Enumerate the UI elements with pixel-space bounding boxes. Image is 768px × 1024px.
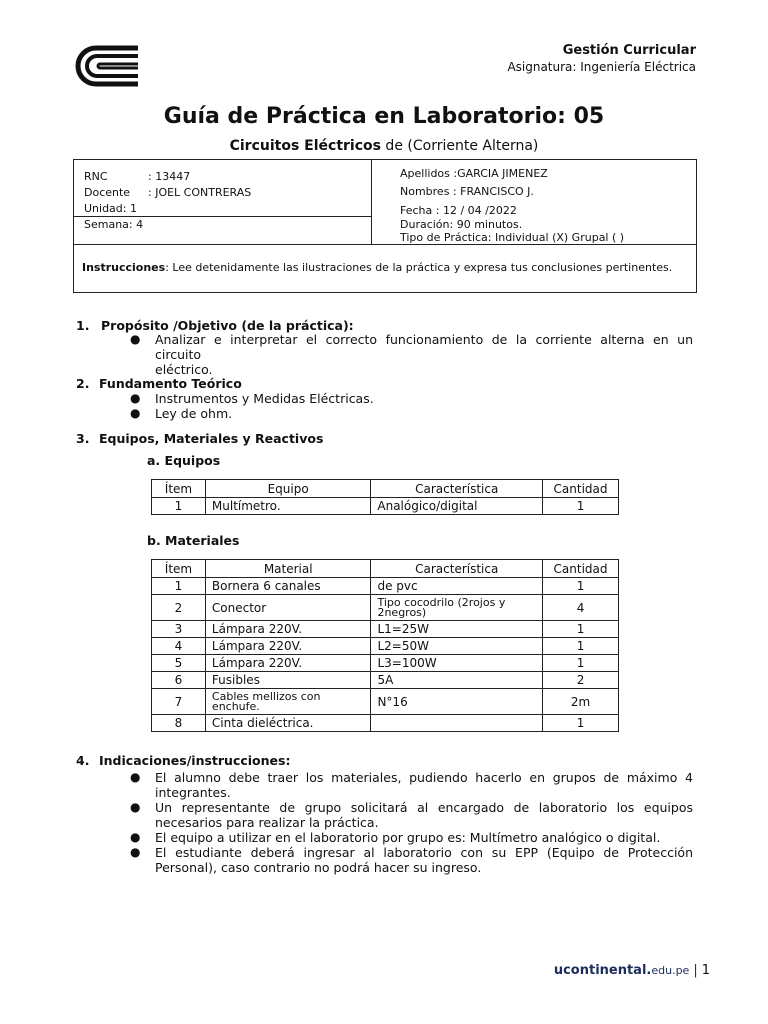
table-cell: 1 xyxy=(543,578,619,595)
list-item xyxy=(130,800,693,830)
table-row xyxy=(152,595,619,621)
table-cell: Cables mellizos con enchufe. xyxy=(205,689,371,715)
table-cell: Cinta dieléctrica. xyxy=(205,715,371,732)
table-cell: Lámpara 220V. xyxy=(205,655,371,672)
table-cell: Tipo cocodrilo (2rojos y 2negros) xyxy=(371,595,543,621)
table-cell: 8 xyxy=(152,715,206,732)
apellidos: Apellidos :GARCIA JIMENEZ xyxy=(400,167,548,180)
header-cell: Ítem xyxy=(152,480,206,498)
table-cell: L2=50W xyxy=(371,638,543,655)
table-cell: 1 xyxy=(543,655,619,672)
table-cell: L1=25W xyxy=(371,621,543,638)
subtitle-bold: Circuitos Eléctricos xyxy=(229,138,381,154)
section-4-list xyxy=(130,770,693,875)
s4-b1-l1: El alumno debe traer los materiales, pudiendo hacerlo en grupos de máximo 4 xyxy=(155,770,693,785)
equipos-table xyxy=(151,479,619,515)
table-cell: 1 xyxy=(543,638,619,655)
table-cell: N°16 xyxy=(371,689,543,715)
s1-b1-l2: eléctrico. xyxy=(155,362,213,377)
header-cell: Característica xyxy=(371,480,543,498)
s4-b3: El equipo a utilizar en el laboratorio por grupo es: Multímetro analógico o digital. xyxy=(155,830,661,845)
s4-b1-l2: integrantes. xyxy=(155,785,231,800)
table-header-row xyxy=(152,560,619,578)
table-cell: L3=100W xyxy=(371,655,543,672)
s4-b2-l2: necesarios para realizar la práctica. xyxy=(155,815,379,830)
bullet-icon: ● xyxy=(130,406,141,420)
footer-separator: | xyxy=(693,963,698,978)
table-cell: Lámpara 220V. xyxy=(205,638,371,655)
section-3-number: 3. xyxy=(76,431,90,446)
header-cell: Cantidad xyxy=(543,480,619,498)
continental-logo-icon xyxy=(72,42,140,90)
bullet-icon: ● xyxy=(130,391,141,405)
table-row xyxy=(152,655,619,672)
table-cell: 6 xyxy=(152,672,206,689)
footer-brand: ucontinental. xyxy=(553,963,652,978)
header-cell: Equipo xyxy=(205,480,370,498)
fecha: Fecha : 12 / 04 /2022 xyxy=(400,204,517,217)
rnc-value: : 13447 xyxy=(148,170,191,183)
rnc-row xyxy=(84,170,190,184)
section-3-title: Equipos, Materiales y Reactivos xyxy=(99,431,324,446)
bullet-icon: ● xyxy=(130,332,141,346)
s2-b1: Instrumentos y Medidas Eléctricas. xyxy=(155,391,374,406)
table-header-row xyxy=(152,480,619,498)
table-cell: 1 xyxy=(543,715,619,732)
table-row xyxy=(152,689,619,715)
s4-b4-l1: El estudiante deberá ingresar al laboratorio con su EPP (Equipo de Protección xyxy=(155,845,693,860)
footer xyxy=(554,963,710,978)
materiales-table xyxy=(151,559,619,732)
header-cell: Ítem xyxy=(152,560,206,578)
docente-label: Docente xyxy=(84,186,131,199)
instrucciones xyxy=(82,261,672,275)
bullet-icon: ● xyxy=(130,845,141,859)
table-cell: 5A xyxy=(371,672,543,689)
bullet-icon: ● xyxy=(130,770,141,784)
table-row xyxy=(152,498,619,515)
table-cell: 2 xyxy=(543,672,619,689)
nombres: Nombres : FRANCISCO J. xyxy=(400,185,534,198)
table-row xyxy=(152,638,619,655)
table-cell: Analógico/digital xyxy=(371,498,543,515)
table-cell: Lámpara 220V. xyxy=(205,621,371,638)
duracion: Duración: 90 minutos. xyxy=(400,218,523,231)
table-cell: 2 xyxy=(152,595,206,621)
table-cell: 1 xyxy=(152,498,206,515)
s4-b2-l1: Un representante de grupo solicitará al encargado de laboratorio los equipos xyxy=(155,800,693,815)
instrucciones-text: : Lee detenidamente las ilustraciones de la práctica y expresa tus conclusiones pertinentes. xyxy=(165,261,673,274)
header-subtitle: Asignatura: Ingeniería Eléctrica xyxy=(507,60,696,74)
section-2-title: Fundamento Teórico xyxy=(99,376,242,391)
table-cell: Multímetro. xyxy=(205,498,370,515)
instrucciones-label: Instrucciones xyxy=(82,261,166,274)
docente-row xyxy=(84,186,251,200)
subsection-equipos: a. Equipos xyxy=(147,453,221,468)
table-cell: de pvc xyxy=(371,578,543,595)
subsection-materiales: b. Materiales xyxy=(147,533,240,548)
table-row xyxy=(152,621,619,638)
table-row xyxy=(152,578,619,595)
s4-b4-l2: Personal), caso contrario no podrá hacer su ingreso. xyxy=(155,860,482,875)
s1-b1-l1: Analizar e interpretar el correcto funcionamiento de la corriente alterna en un circuito xyxy=(155,332,693,362)
section-4-number: 4. xyxy=(76,753,90,768)
table-cell: 1 xyxy=(543,621,619,638)
page-number: 1 xyxy=(701,963,710,978)
list-item xyxy=(130,770,693,800)
info-box xyxy=(73,159,697,293)
header-cell: Cantidad xyxy=(543,560,619,578)
section-4-title: Indicaciones/instrucciones: xyxy=(99,753,291,768)
header-cell: Material xyxy=(205,560,371,578)
section-2-number: 2. xyxy=(76,376,90,391)
table-cell: 7 xyxy=(152,689,206,715)
header-cell: Característica xyxy=(371,560,543,578)
s2-b2: Ley de ohm. xyxy=(155,406,233,421)
section-1-list xyxy=(130,332,693,377)
subtitle-rest: de (Corriente Alterna) xyxy=(380,138,539,154)
table-cell: 4 xyxy=(543,595,619,621)
table-cell: 1 xyxy=(543,498,619,515)
bullet-icon: ● xyxy=(130,800,141,814)
bullet-icon: ● xyxy=(130,830,141,844)
semana: Semana: 4 xyxy=(84,218,144,231)
section-2-list xyxy=(130,391,374,421)
table-cell: Conector xyxy=(205,595,371,621)
table-cell: 1 xyxy=(152,578,206,595)
unidad: Unidad: 1 xyxy=(84,202,137,215)
table-cell xyxy=(371,715,543,732)
section-1-number: 1. xyxy=(76,318,90,333)
table-cell: 5 xyxy=(152,655,206,672)
document-title: Guía de Práctica en Laboratorio: 05 xyxy=(163,104,605,129)
rnc-label: RNC xyxy=(84,170,108,183)
table-cell: Fusibles xyxy=(205,672,371,689)
table-cell: Bornera 6 canales xyxy=(205,578,371,595)
section-1-title: Propósito /Objetivo (de la práctica): xyxy=(101,318,354,333)
tipo-practica: Tipo de Práctica: Individual (X) Grupal ( ) xyxy=(400,231,625,244)
list-item xyxy=(130,830,693,845)
docente-value: : JOEL CONTRERAS xyxy=(148,186,252,199)
table-row xyxy=(152,672,619,689)
list-item xyxy=(130,845,693,875)
table-cell: 2m xyxy=(543,689,619,715)
document-subtitle xyxy=(0,138,768,154)
header-title: Gestión Curricular xyxy=(562,43,696,58)
table-cell: 4 xyxy=(152,638,206,655)
table-row xyxy=(152,715,619,732)
table-cell: 3 xyxy=(152,621,206,638)
footer-domain: edu.pe xyxy=(651,964,690,977)
